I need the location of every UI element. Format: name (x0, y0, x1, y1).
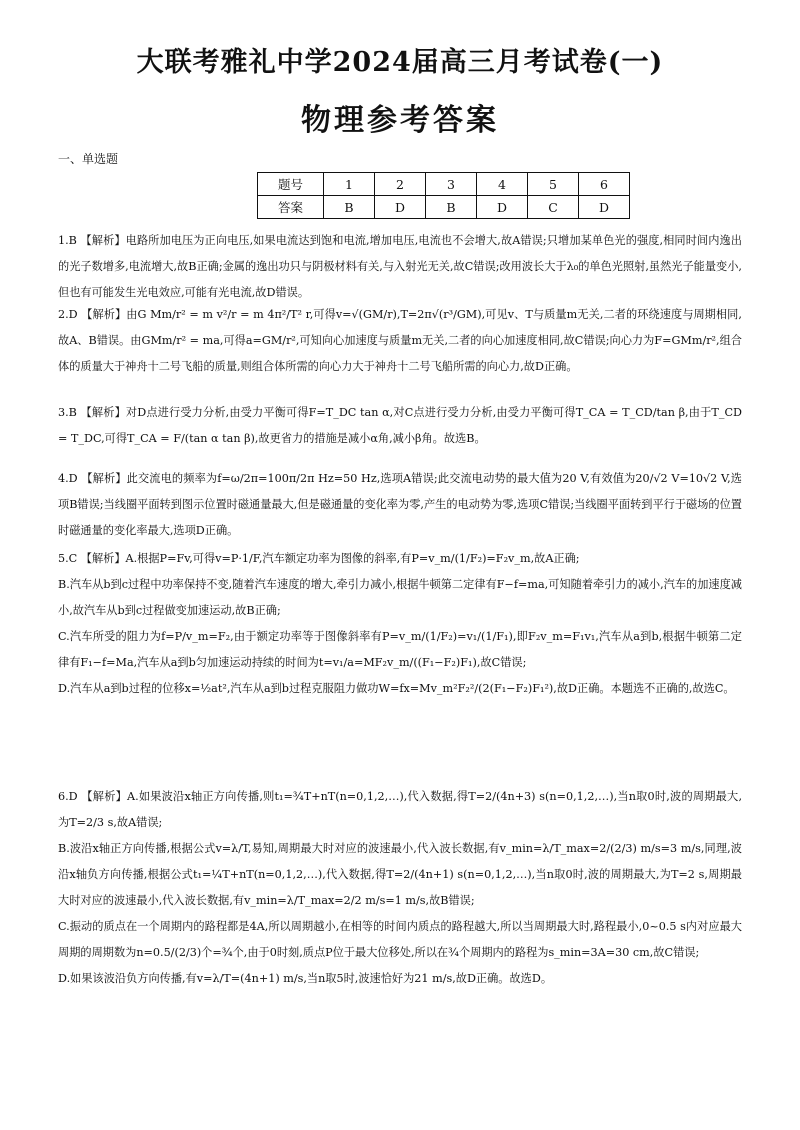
table-cell: D (375, 196, 426, 219)
table-row-questions (258, 173, 630, 196)
question-4-solution (58, 466, 742, 544)
table-cell: 6 (579, 173, 630, 196)
question-2-solution (58, 302, 742, 380)
solution-paragraph: 2.D 【解析】由G Mm/r² = m v²/r = m 4π²/T² r,可得v=√(GM/r),T=2π√(r³/GM),可见v、T与质量m无关,二者的环绕速度与周期相同,故A、B错误。由GMm/r² = ma,可得a=GM/r²,可知向心加速度与质量m无关,二者的向心加速度相同,故C错误;向心力为F=GMm/r²,组合体的质量大于神舟十二号飞船的质量,则组合体所需的向心力大于神舟十二号飞船所需的向心力,故D正确。 (58, 308, 742, 373)
solution-paragraph: 4.D 【解析】此交流电的频率为f=ω/2π=100π/2π Hz=50 Hz,选项A错误;此交流电动势的最大值为20 V,有效值为20/√2 V=10√2 V,选项B错误;当线圈平面转到图示位置时磁通量最大,但是磁通量的变化率为零,产生的电动势为零,选项C错误;当线圈平面转到平行于磁场的位置时磁通量的变化率最大,选项D正确。 (58, 472, 742, 537)
table-cell: 2 (375, 173, 426, 196)
exam-title: 大联考雅礼中学2024届高三月考试卷(一) (136, 47, 664, 78)
table-cell: B (426, 196, 477, 219)
table-cell: D (477, 196, 528, 219)
solution-paragraph: C.振动的质点在一个周期内的路程都是4A,所以周期越小,在相等的时间内质点的路程越大,所以当周期最大时,路程最小,0~0.5 s内对应最大周期的周期数为n=0.5/(2/3)个=¾个,由于0时刻,质点P位于最大位移处,所以在¾个周期内的路程为s_min=3A=30 cm,故C错误; (58, 920, 742, 959)
table-cell: 5 (528, 173, 579, 196)
table-header-cell: 题号 (258, 173, 324, 196)
table-cell: 3 (426, 173, 477, 196)
question-3-solution (58, 400, 742, 452)
solution-paragraph: D.如果该波沿负方向传播,有v=λ/T=(4n+1) m/s,当n取5时,波速恰好为21 m/s,故D正确。故选D。 (58, 972, 553, 985)
solution-paragraph: 5.C 【解析】A.根据P=Fv,可得v=P·1/F,汽车额定功率为图像的斜率,有P=v_m/(1/F₂)=F₂v_m,故A正确; (58, 552, 580, 565)
solution-paragraph: 3.B 【解析】对D点进行受力分析,由受力平衡可得F=T_DC tan α,对C点进行受力分析,由受力平衡可得T_CA = T_CD/tan β,由于T_CD = T_DC,可得T_CA = F/(tan α tan β),故更省力的措施是减小α角,减小β角。故选B。 (58, 406, 742, 445)
table-cell: D (579, 196, 630, 219)
table-cell: C (528, 196, 579, 219)
table-cell: B (324, 196, 375, 219)
question-5-solution (58, 546, 742, 702)
question-1-solution (58, 228, 742, 306)
question-6-solution (58, 784, 742, 992)
solution-paragraph: B.波沿x轴正方向传播,根据公式v=λ/T,易知,周期最大时对应的波速最小,代入波长数据,有v_min=λ/T_max=2/(2/3) m/s=3 m/s,同理,波沿x轴负方向传播,根据公式t₁=¼T+nT(n=0,1,2,…),代入数据,得T=2/(4n+1) s(n=0,1,2,…),当n取0时,波的周期最大,为T=2 s,周期最大时对应的波速最小,代入波长数据,有v_min=λ/T_max=2/2 m/s=1 m/s,故B错误; (58, 842, 742, 907)
table-header-cell: 答案 (258, 196, 324, 219)
solution-paragraph: 1.B 【解析】电路所加电压为正向电压,如果电流达到饱和电流,增加电压,电流也不会增大,故A错误;只增加某单色光的强度,相同时间内逸出的光子数增多,电流增大,故B正确;金属的逸出功只与阴极材料有关,与入射光无关,故C错误;改用波长大于λ₀的单色光照射,虽然光子能量变小,但也有可能发生光电效应,可能有光电流,故D错误。 (58, 234, 742, 299)
solution-paragraph: B.汽车从b到c过程中功率保持不变,随着汽车速度的增大,牵引力减小,根据牛顿第二定律有F−f=ma,可知随着牵引力的减小,汽车的加速度减小,故汽车从b到c过程做变加速运动,故B正确; (58, 578, 742, 617)
solution-paragraph: C.汽车所受的阻力为f=P/v_m=F₂,由于额定功率等于图像斜率有P=v_m/(1/F₂)=v₁/(1/F₁),即F₂v_m=F₁v₁,汽车从a到b,根据牛顿第二定律有F₁−f=Ma,汽车从a到b匀加速运动持续的时间为t=v₁/a=MF₂v_m/((F₁−F₂)F₁),故C错误; (58, 630, 742, 669)
section-heading: 一、单选题 (58, 152, 119, 166)
table-cell: 4 (477, 173, 528, 196)
solution-paragraph: 6.D 【解析】A.如果波沿x轴正方向传播,则t₁=¾T+nT(n=0,1,2,…),代入数据,得T=2/(4n+3) s(n=0,1,2,…),当n取0时,波的周期最大,为T=2/3 s,故A错误; (58, 790, 742, 829)
table-row-answers (258, 196, 630, 219)
solution-paragraph: D.汽车从a到b过程的位移x=½at²,汽车从a到b过程克服阻力做功W=fx=Mv_m²F₂²/(2(F₁−F₂)F₁²),故D正确。本题选不正确的,故选C。 (58, 682, 735, 695)
answer-table (257, 172, 630, 219)
page-subtitle: 物理参考答案 (301, 103, 499, 138)
table-cell: 1 (324, 173, 375, 196)
